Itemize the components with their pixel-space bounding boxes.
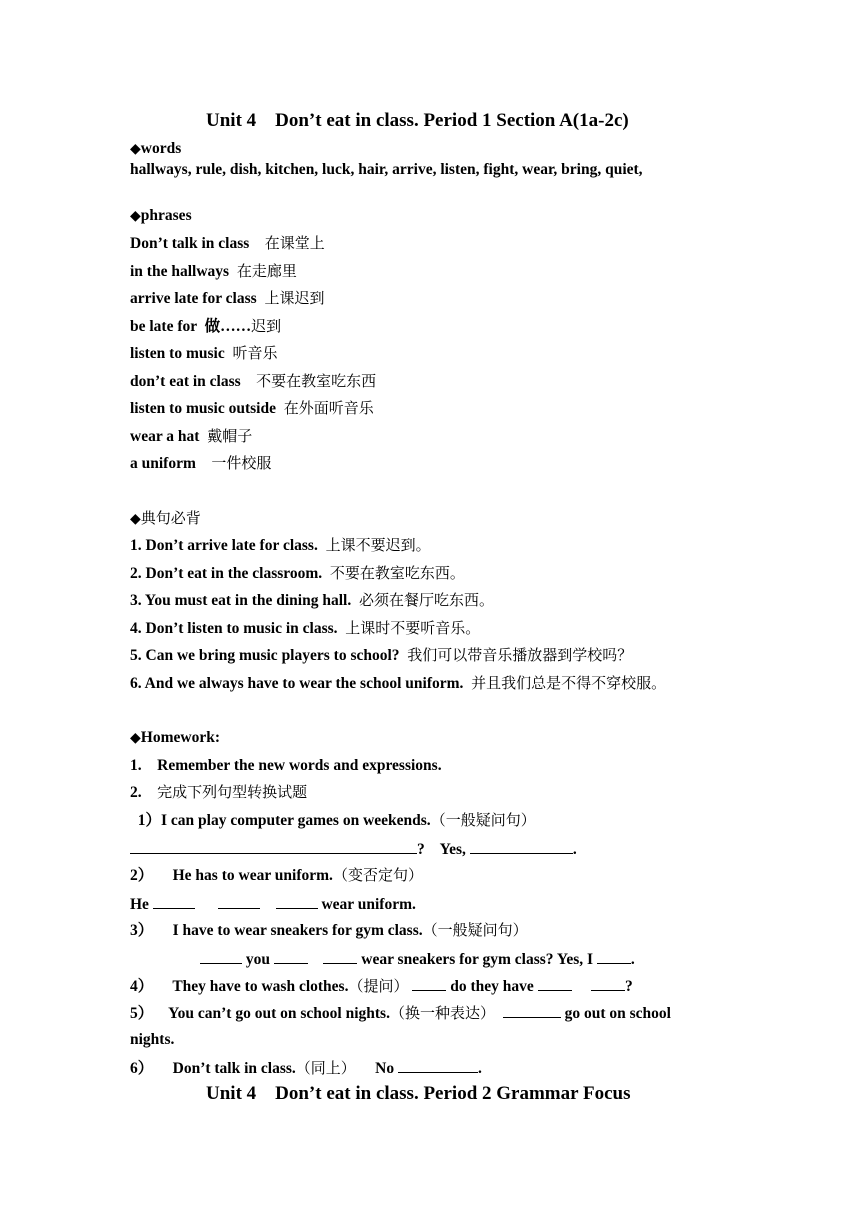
question-5-line-2: nights. (130, 1031, 175, 1048)
phrase-item-chinese: 听音乐 (232, 344, 278, 362)
phrase-item-english: a uniform (130, 455, 212, 472)
question-2: 2） He has to wear uniform.（变否定句） (130, 866, 423, 884)
phrase-item (130, 453, 271, 474)
sentences-heading: ◆典句必背 (130, 509, 201, 527)
sentence-item-english: 3. You must eat in the dining hall. (130, 592, 359, 609)
question-1: 1）I can play computer games on weekends.（一般疑问句） (130, 811, 536, 829)
phrase-item (130, 288, 324, 309)
phrase-item (130, 426, 252, 447)
phrase-item-chinese: 在走廊里 (236, 261, 297, 280)
sentence-item-chinese: 并且我们总是不得不穿校服。 (471, 673, 667, 692)
phrase-item-chinese: 迟到 (251, 316, 282, 335)
sentence-item-chinese: 我们可以带音乐播放器到学校吗？ (407, 646, 633, 664)
phrase-item-chinese: 在外面听音乐 (283, 399, 374, 417)
sentence-item-english: 5. Can we bring music players to school? (130, 647, 408, 664)
page-title: Unit 4 Don’t eat in class. Period 1 Section A(1a-2c) (206, 110, 629, 131)
phrase-item-chinese: 在课堂上 (264, 234, 325, 252)
question-3-answer: you wear sneakers for gym class? Yes, I . (200, 948, 635, 970)
answer-blank[interactable] (591, 975, 625, 991)
sentence-item (130, 590, 494, 611)
sentence-item (130, 645, 632, 666)
sentence-item-english: 6. And we always have to wear the school uniform. (130, 674, 472, 692)
answer-blank[interactable] (274, 948, 308, 964)
answer-blank[interactable] (323, 948, 357, 964)
answer-blank[interactable] (200, 948, 242, 964)
question-5: 5） You can’t go out on school nights.（换一种表达） go out on school (130, 1004, 671, 1022)
sentence-item-english: 1. Don’t arrive late for class. (130, 537, 326, 554)
sentence-item (130, 563, 465, 584)
phrase-item (130, 371, 376, 392)
section-title-2: Unit 4 Don’t eat in class. Period 2 Grammar Focus (206, 1083, 631, 1104)
question-2-answer: He wear uniform. (130, 893, 416, 915)
answer-blank[interactable] (503, 1002, 561, 1018)
question-6: 6） Don’t talk in class.（同上） No . (130, 1059, 482, 1077)
phrase-item-english: arrive late for class (130, 290, 265, 307)
phrase-item-chinese: 一件校服 (211, 454, 272, 472)
sentence-item-english: 2. Don’t eat in the classroom. (130, 564, 330, 582)
words-heading: ◆words (130, 140, 182, 157)
sentence-item-chinese: 不要在教室吃东西。 (329, 563, 465, 582)
phrase-item-chinese: 不要在教室吃东西 (256, 371, 377, 390)
phrase-item-english: in the hallways (130, 262, 237, 280)
question-3: 3） I have to wear sneakers for gym class.（一般疑问句） (130, 921, 528, 939)
sentence-item-chinese: 上课时不要听音乐。 (345, 618, 481, 637)
phrase-item-english: Don’t talk in class (130, 235, 265, 252)
sentence-item-english: 4. Don’t listen to music in class. (130, 619, 346, 637)
answer-blank[interactable] (412, 975, 446, 991)
homework-item-1: 1. Remember the new words and expressions. (130, 757, 442, 774)
answer-blank[interactable] (398, 1057, 478, 1073)
question-1-answer: ? Yes, . (130, 838, 577, 860)
homework-heading: ◆Homework: (130, 729, 220, 746)
words-list: hallways, rule, dish, kitchen, luck, hair, arrive, listen, fight, wear, bring, quiet, (130, 161, 643, 178)
answer-blank[interactable] (218, 893, 260, 909)
phrase-item-english: listen to music outside (130, 400, 284, 417)
answer-blank[interactable] (276, 893, 318, 909)
phrases-heading: ◆phrases (130, 207, 192, 224)
phrase-item-english: listen to music (130, 345, 233, 362)
answer-blank[interactable] (130, 838, 417, 854)
phrase-item-english: be late for 做…… (130, 317, 252, 335)
phrase-item-english: don’t eat in class (130, 372, 257, 390)
sentence-item-chinese: 上课不要迟到。 (325, 536, 431, 554)
answer-blank[interactable] (153, 893, 195, 909)
phrase-item (130, 316, 281, 337)
phrase-item-chinese: 戴帽子 (207, 426, 253, 445)
phrase-item (130, 343, 277, 364)
answer-blank[interactable] (470, 838, 573, 854)
sentence-item (130, 673, 666, 694)
answer-blank[interactable] (538, 975, 572, 991)
answer-blank[interactable] (597, 948, 631, 964)
sentence-item (130, 535, 431, 556)
phrase-item-english: wear a hat (130, 427, 208, 445)
sentence-item (130, 618, 480, 639)
sentence-item-chinese: 必须在餐厅吃东西。 (358, 591, 494, 609)
question-4: 4） They have to wash clothes.（提问） do they have ? (130, 977, 633, 995)
phrase-item (130, 233, 325, 254)
phrase-item-chinese: 上课迟到 (264, 289, 325, 307)
phrase-item (130, 261, 297, 282)
phrase-item (130, 398, 374, 419)
homework-item-2: 2. 完成下列句型转换试题 (130, 783, 308, 801)
